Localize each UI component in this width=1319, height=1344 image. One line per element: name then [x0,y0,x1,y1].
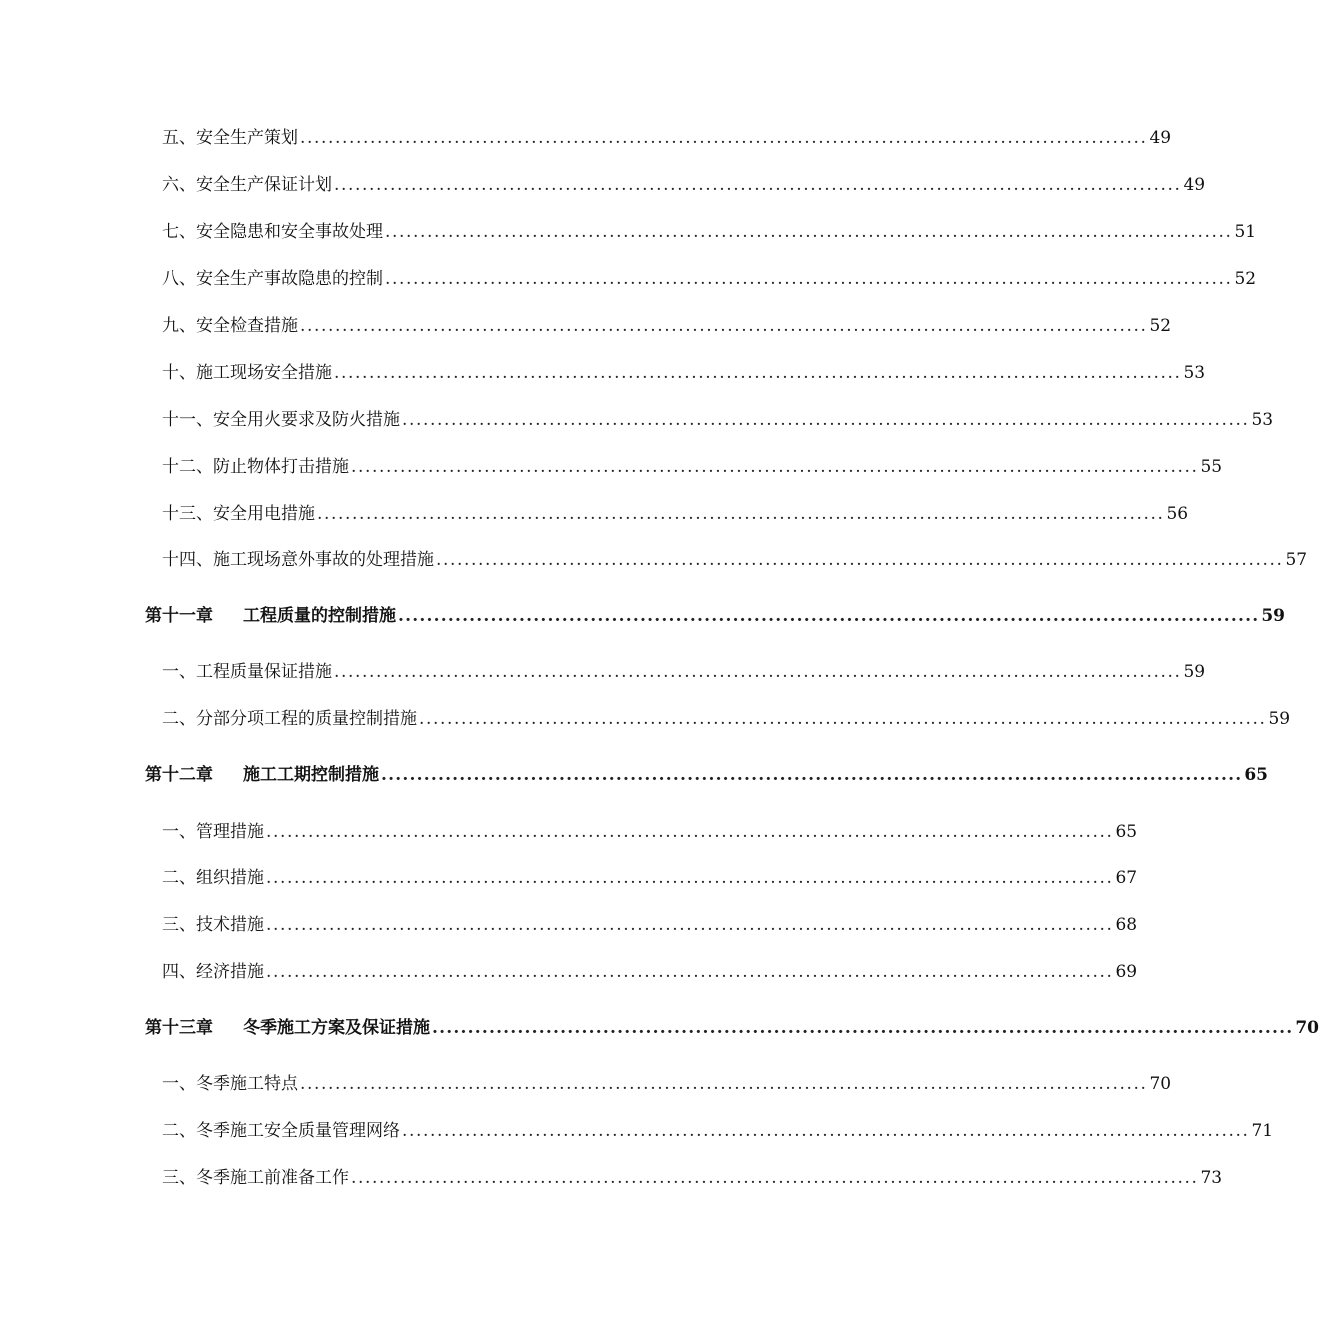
toc-entry-label: 二、组织措施 [162,868,264,888]
toc-entry[interactable] [162,866,1138,890]
toc-page-number: 57 [1285,550,1308,570]
toc-leader-dots: ......................................................................................................................... [300,128,1148,148]
toc-leader-dots: ......................................................................................................................... [432,1018,1294,1038]
toc-chapter-entry[interactable] [145,763,1269,787]
toc-entry-label: 一、管理措施 [162,822,264,842]
toc-entry-label: 七、安全隐患和安全事故处理 [162,222,383,242]
toc-entry[interactable] [162,960,1138,984]
toc-entry-label: 五、安全生产策划 [162,128,298,148]
chapter-number: 第十一章 [145,606,213,626]
toc-entry-label: 八、安全生产事故隐患的控制 [162,269,383,289]
toc-leader-dots: ......................................................................................................................... [317,504,1165,524]
toc-leader-dots: ......................................................................................................................... [266,915,1114,935]
toc-page-number: 55 [1200,457,1223,477]
toc-leader-dots: ......................................................................................................................... [300,1074,1148,1094]
toc-leader-dots: ......................................................................................................................... [402,410,1250,430]
toc-page-number: 65 [1115,822,1138,842]
toc-leader-dots: ......................................................................................................................... [300,316,1148,336]
toc-chapter-entry[interactable] [145,604,1286,628]
chapter-number: 第十三章 [145,1018,213,1038]
toc-page-number: 68 [1115,915,1138,935]
toc-page-number: 52 [1149,316,1172,336]
toc-leader-dots: ......................................................................................................................... [402,1121,1250,1141]
toc-entry[interactable] [162,126,1172,150]
toc-page-number: 70 [1295,1018,1319,1038]
toc-entry[interactable] [162,548,1308,572]
toc-entry-label: 三、技术措施 [162,915,264,935]
toc-entry-label: 二、分部分项工程的质量控制措施 [162,709,417,729]
chapter-title: 工程质量的控制措施 [243,606,396,626]
toc-entry-label: 四、经济措施 [162,962,264,982]
toc-leader-dots: ......................................................................................................................... [266,868,1114,888]
toc-entry-label: 十二、防止物体打击措施 [162,457,349,477]
toc-page-number: 59 [1268,709,1291,729]
toc-leader-dots: ......................................................................................................................... [351,457,1199,477]
toc-leader-dots: ......................................................................................................................... [419,709,1267,729]
toc-entry[interactable] [162,361,1206,385]
toc-entry[interactable] [162,913,1138,937]
toc-entry[interactable] [162,1166,1223,1190]
toc-leader-dots: ......................................................................................................................... [266,962,1114,982]
toc-entry-label: 二、冬季施工安全质量管理网络 [162,1121,400,1141]
toc-entry-label: 十三、安全用电措施 [162,504,315,524]
toc-page-number: 49 [1149,128,1172,148]
toc-leader-dots: ......................................................................................................................... [398,606,1260,626]
toc-entry[interactable] [162,707,1291,731]
toc-page-number: 59 [1183,662,1206,682]
toc-page-number: 53 [1183,363,1206,383]
toc-entry-label: 十四、施工现场意外事故的处理措施 [162,550,434,570]
toc-chapter-entry[interactable] [145,1016,1319,1040]
toc-entry[interactable] [162,660,1206,684]
toc-page-number: 65 [1244,765,1269,785]
toc-page-number: 52 [1234,269,1257,289]
toc-page-number: 51 [1234,222,1257,242]
toc-entry[interactable] [162,408,1274,432]
toc-page-number: 71 [1251,1121,1274,1141]
toc-entry[interactable] [162,314,1172,338]
toc-entry[interactable] [162,820,1138,844]
toc-leader-dots: ......................................................................................................................... [385,222,1233,242]
toc-leader-dots: ......................................................................................................................... [385,269,1233,289]
toc-page-number: 73 [1200,1168,1223,1188]
toc-leader-dots: ......................................................................................................................... [381,765,1243,785]
toc-entry[interactable] [162,1072,1172,1096]
toc-entry-label: 六、安全生产保证计划 [162,175,332,195]
toc-leader-dots: ......................................................................................................................... [334,363,1182,383]
toc-entry-label: 九、安全检查措施 [162,316,298,336]
toc-entry-label: 三、冬季施工前准备工作 [162,1168,349,1188]
toc-page-number: 70 [1149,1074,1172,1094]
toc-entry[interactable] [162,220,1257,244]
toc-leader-dots: ......................................................................................................................... [351,1168,1199,1188]
toc-leader-dots: ......................................................................................................................... [334,175,1182,195]
toc-leader-dots: ......................................................................................................................... [334,662,1182,682]
toc-entry-label: 十一、安全用火要求及防火措施 [162,410,400,430]
chapter-title: 冬季施工方案及保证措施 [243,1018,430,1038]
toc-page-number: 59 [1261,606,1286,626]
toc-entry[interactable] [162,267,1257,291]
toc-page-number: 53 [1251,410,1274,430]
toc-entry-label: 一、冬季施工特点 [162,1074,298,1094]
toc-entry[interactable] [162,173,1206,197]
toc-page-number: 56 [1166,504,1189,524]
toc-entry[interactable] [162,1119,1274,1143]
toc-entry-label: 十、施工现场安全措施 [162,363,332,383]
toc-entry-label: 一、工程质量保证措施 [162,662,332,682]
toc-entry[interactable] [162,455,1223,479]
toc-leader-dots: ......................................................................................................................... [266,822,1114,842]
toc-page-number: 67 [1115,868,1138,888]
toc-page-number: 49 [1183,175,1206,195]
toc-page-number: 69 [1115,962,1138,982]
toc-leader-dots: ......................................................................................................................... [436,550,1284,570]
toc-entry[interactable] [162,502,1189,526]
chapter-number: 第十二章 [145,765,213,785]
chapter-title: 施工工期控制措施 [243,765,379,785]
